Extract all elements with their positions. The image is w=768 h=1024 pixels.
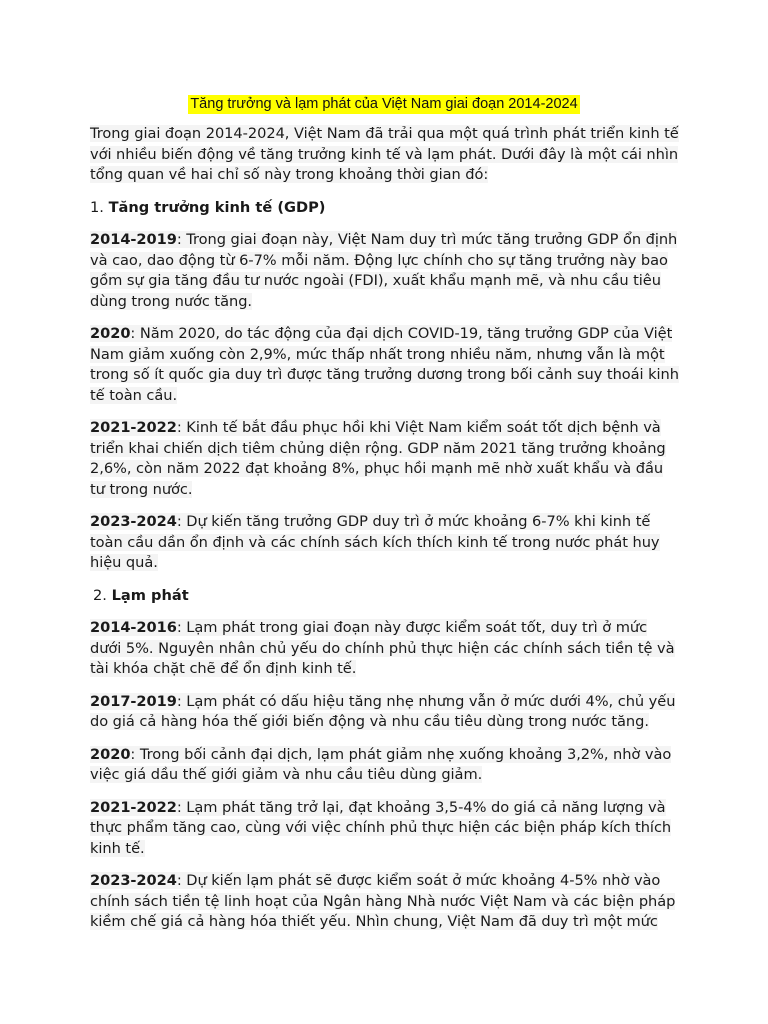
gdp-item-2021-2022 — [90, 418, 680, 500]
period-label: 2021-2022 — [90, 419, 177, 436]
period-label: 2014-2016 — [90, 619, 177, 636]
period-text: : Năm 2020, do tác động của đại dịch COVID-19, tăng trưởng GDP của Việt Nam giảm xuống còn 2,9%, mức thấp nhất trong nhiều năm, nhưng vẫn là một trong số ít quốc gia duy trì được tăng trưởng dương trong bối cảnh suy thoái kinh tế toàn cầu. — [90, 325, 679, 404]
period-label: 2023-2024 — [90, 872, 177, 889]
inflation-item-2014-2016 — [90, 618, 680, 680]
period-text: : Trong giai đoạn này, Việt Nam duy trì mức tăng trưởng GDP ổn định và cao, dao động từ 6-7% mỗi năm. Động lực chính cho sự tăng trưởng này bao gồm sự gia tăng đầu tư nước ngoài (FDI), xuất khẩu mạnh mẽ, và nhu cầu tiêu dùng trong nước tăng. — [90, 231, 678, 310]
intro-text: Trong giai đoạn 2014-2024, Việt Nam đã trải qua một quá trình phát triển kinh tế với nhiều biến động về tăng trưởng kinh tế và lạm phát. Dưới đây là một cái nhìn tổng quan về hai chỉ số này trong khoảng thời gian đó: — [90, 125, 679, 183]
intro-paragraph — [90, 124, 680, 186]
section-number: 2. — [93, 586, 112, 604]
inflation-item-2021-2022 — [90, 798, 680, 860]
period-text: : Kinh tế bắt đầu phục hồi khi Việt Nam kiểm soát tốt dịch bệnh và triển khai chiến dịch tiêm chủng diện rộng. GDP năm 2021 tăng trưởng khoảng 2,6%, còn năm 2022 đạt khoảng 8%, phục hồi mạnh mẽ nhờ xuất khẩu và đầu tư trong nước. — [90, 419, 666, 498]
section-title: Lạm phát — [111, 586, 189, 604]
section-heading-inflation — [90, 586, 680, 607]
period-label: 2021-2022 — [90, 798, 177, 816]
period-text: : Lạm phát trong giai đoạn này được kiểm soát tốt, duy trì ở mức dưới 5%. Nguyên nhân chủ yếu do chính phủ thực hiện các chính sách tiền tệ và tài khóa chặt chẽ để ổn định kinh tế. — [90, 619, 675, 677]
period-label: 2023-2024 — [90, 513, 177, 530]
section-heading-gdp — [90, 198, 680, 219]
period-text: : Dự kiến lạm phát sẽ được kiểm soát ở mức khoảng 4-5% nhờ vào chính sách tiền tệ linh hoạt của Ngân hàng Nhà nước Việt Nam và các biện pháp kiềm chế giá cả hàng hóa thiết yếu. Nhìn chung, Việt Nam đã duy trì một mức — [90, 872, 676, 930]
inflation-item-2020 — [90, 745, 680, 786]
period-text: : Lạm phát có dấu hiệu tăng nhẹ nhưng vẫn ở mức dưới 4%, chủ yếu do giá cả hàng hóa thế giới biến động và nhu cầu tiêu dùng trong nước tăng. — [90, 692, 676, 730]
gdp-item-2023-2024 — [90, 512, 680, 574]
period-label: 2017-2019 — [90, 692, 177, 710]
period-text: : Dự kiến tăng trưởng GDP duy trì ở mức khoảng 6-7% khi kinh tế toàn cầu dần ổn định và các chính sách kích thích kinh tế trong nước phát huy hiệu quả. — [90, 513, 660, 571]
period-text: : Trong bối cảnh đại dịch, lạm phát giảm nhẹ xuống khoảng 3,2%, nhờ vào việc giá dầu thế giới giảm và nhu cầu tiêu dùng giảm. — [90, 745, 672, 783]
title-container — [0, 93, 768, 114]
inflation-item-2023-2024 — [90, 871, 680, 933]
period-label: 2020 — [90, 745, 131, 763]
gdp-item-2020 — [90, 324, 680, 406]
period-label: 2014-2019 — [90, 231, 177, 248]
period-label: 2020 — [90, 325, 131, 342]
inflation-item-2017-2019 — [90, 692, 680, 733]
section-number: 1. — [90, 198, 109, 216]
document-title: Tăng trưởng và lạm phát của Việt Nam giai đoạn 2014-2024 — [190, 96, 578, 112]
document-body — [90, 124, 680, 945]
period-text: : Lạm phát tăng trở lại, đạt khoảng 3,5-4% do giá cả năng lượng và thực phẩm tăng cao, cùng với việc chính phủ thực hiện các biện pháp kích thích kinh tế. — [90, 798, 672, 857]
section-title: Tăng trưởng kinh tế (GDP) — [108, 198, 326, 216]
gdp-item-2014-2019 — [90, 230, 680, 312]
